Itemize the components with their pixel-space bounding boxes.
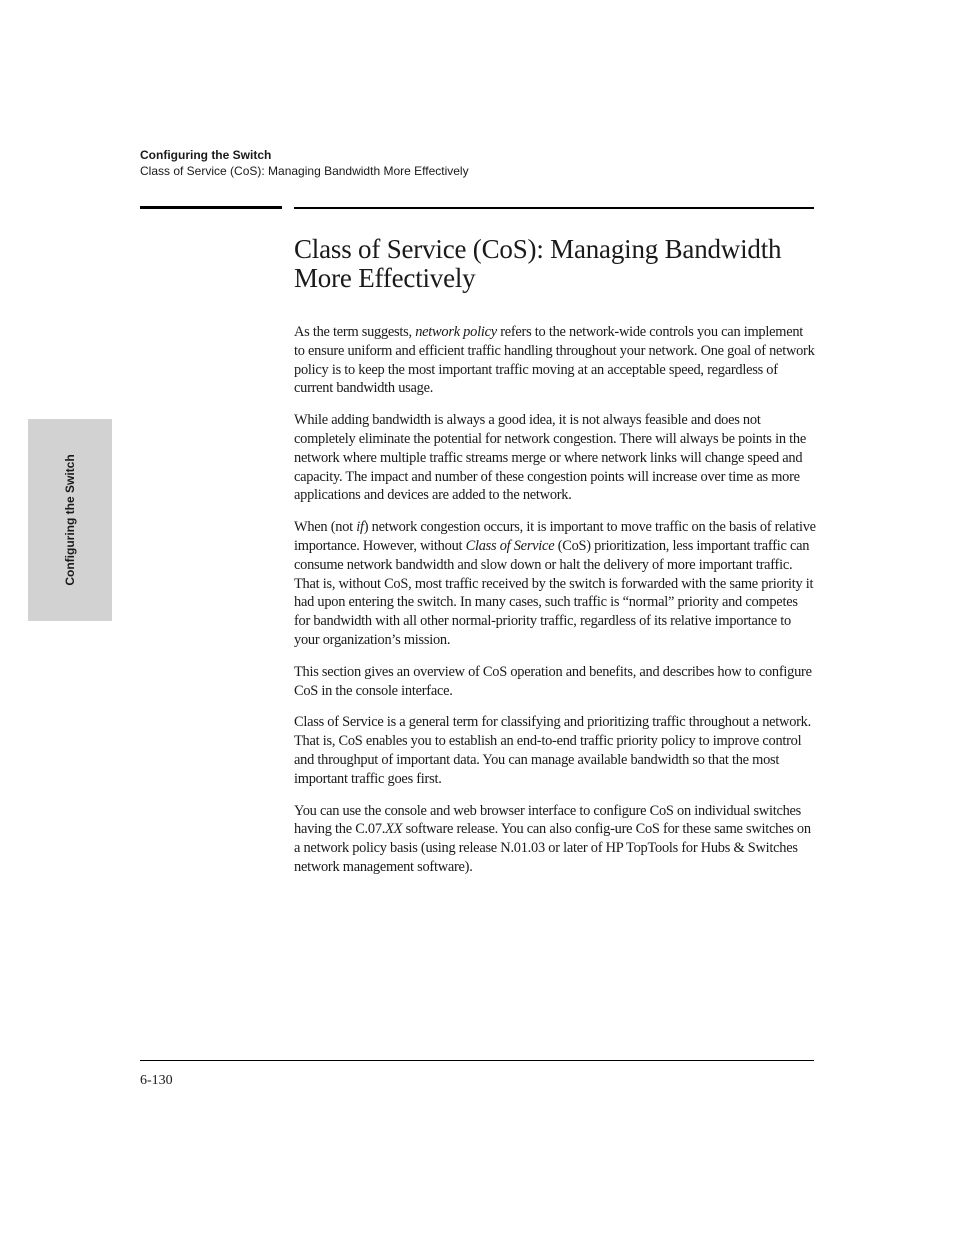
page-number: 6-130: [140, 1073, 173, 1088]
emphasis-network-policy: network policy: [415, 324, 497, 340]
emphasis-xx: XX: [385, 821, 403, 838]
section-title: Class of Service (CoS): Managing Bandwidth More Effectively: [294, 234, 782, 293]
running-head: [140, 147, 469, 179]
paragraph-bandwidth: While adding bandwidth is always a good idea, it is not always feasible and does not completely eliminate the potential for network congestion. There will always be points in the network where multiple traffic streams merge or where network links will change speed and capacity. The impact and number of these congestion points will increase over time as more applications and devices are added to the network.: [294, 412, 806, 504]
paragraph-network-policy: As the term suggests, network policy refers to the network-wide controls you can implement to ensure uniform and efficient traffic handling throughout your network. One goal of network policy is to keep the most important traffic moving at an acceptable speed, regardless of current bandwidth usage.: [294, 324, 815, 397]
side-tab-label: Configuring the Switch: [63, 454, 77, 586]
emphasis-if: if: [356, 519, 364, 536]
paragraph-overview: This section gives an overview of CoS operation and benefits, and describes how to configure CoS in the console interface.: [294, 663, 812, 699]
chapter-side-tab: [28, 419, 112, 621]
paragraph-definition: Class of Service is a general term for classifying and prioritizing traffic throughout a network. That is, CoS enables you to establish an end-to-end traffic priority policy to improve control and throughput of important data. You can manage available bandwidth so that the most important traffic goes first.: [294, 714, 811, 787]
header-rule-left: [140, 206, 282, 209]
footer-rule: [140, 1060, 814, 1061]
paragraph-congestion: When (not if) network congestion occurs, it is important to move traffic on the basis of relative importance. However, without Class of Service (CoS) prioritization, less important traffic can consume network bandwidth and slow down or halt the delivery of more important traffic. That is, without CoS, most traffic received by the switch is forwarded with the same priority it had upon entering the switch. In many cases, such traffic is “normal” priority and competes for bandwidth with all other normal-priority traffic, regardless of its relative importance to your organization’s mission.: [294, 519, 816, 648]
header-rule-right: [294, 207, 814, 209]
emphasis-class-of-service: Class of Service: [465, 537, 555, 554]
running-head-section: Class of Service (CoS): Managing Bandwidth More Effectively: [140, 164, 469, 178]
running-head-chapter: Configuring the Switch: [140, 148, 272, 162]
body-text: [294, 323, 816, 890]
paragraph-configuration: You can use the console and web browser interface to configure CoS on individual switches having the C.07.XX software release. You can also config-ure CoS for these same switches on a network policy basis (using release N.01.03 or later of HP TopTools for Hubs & Switches network management software).: [294, 802, 811, 875]
